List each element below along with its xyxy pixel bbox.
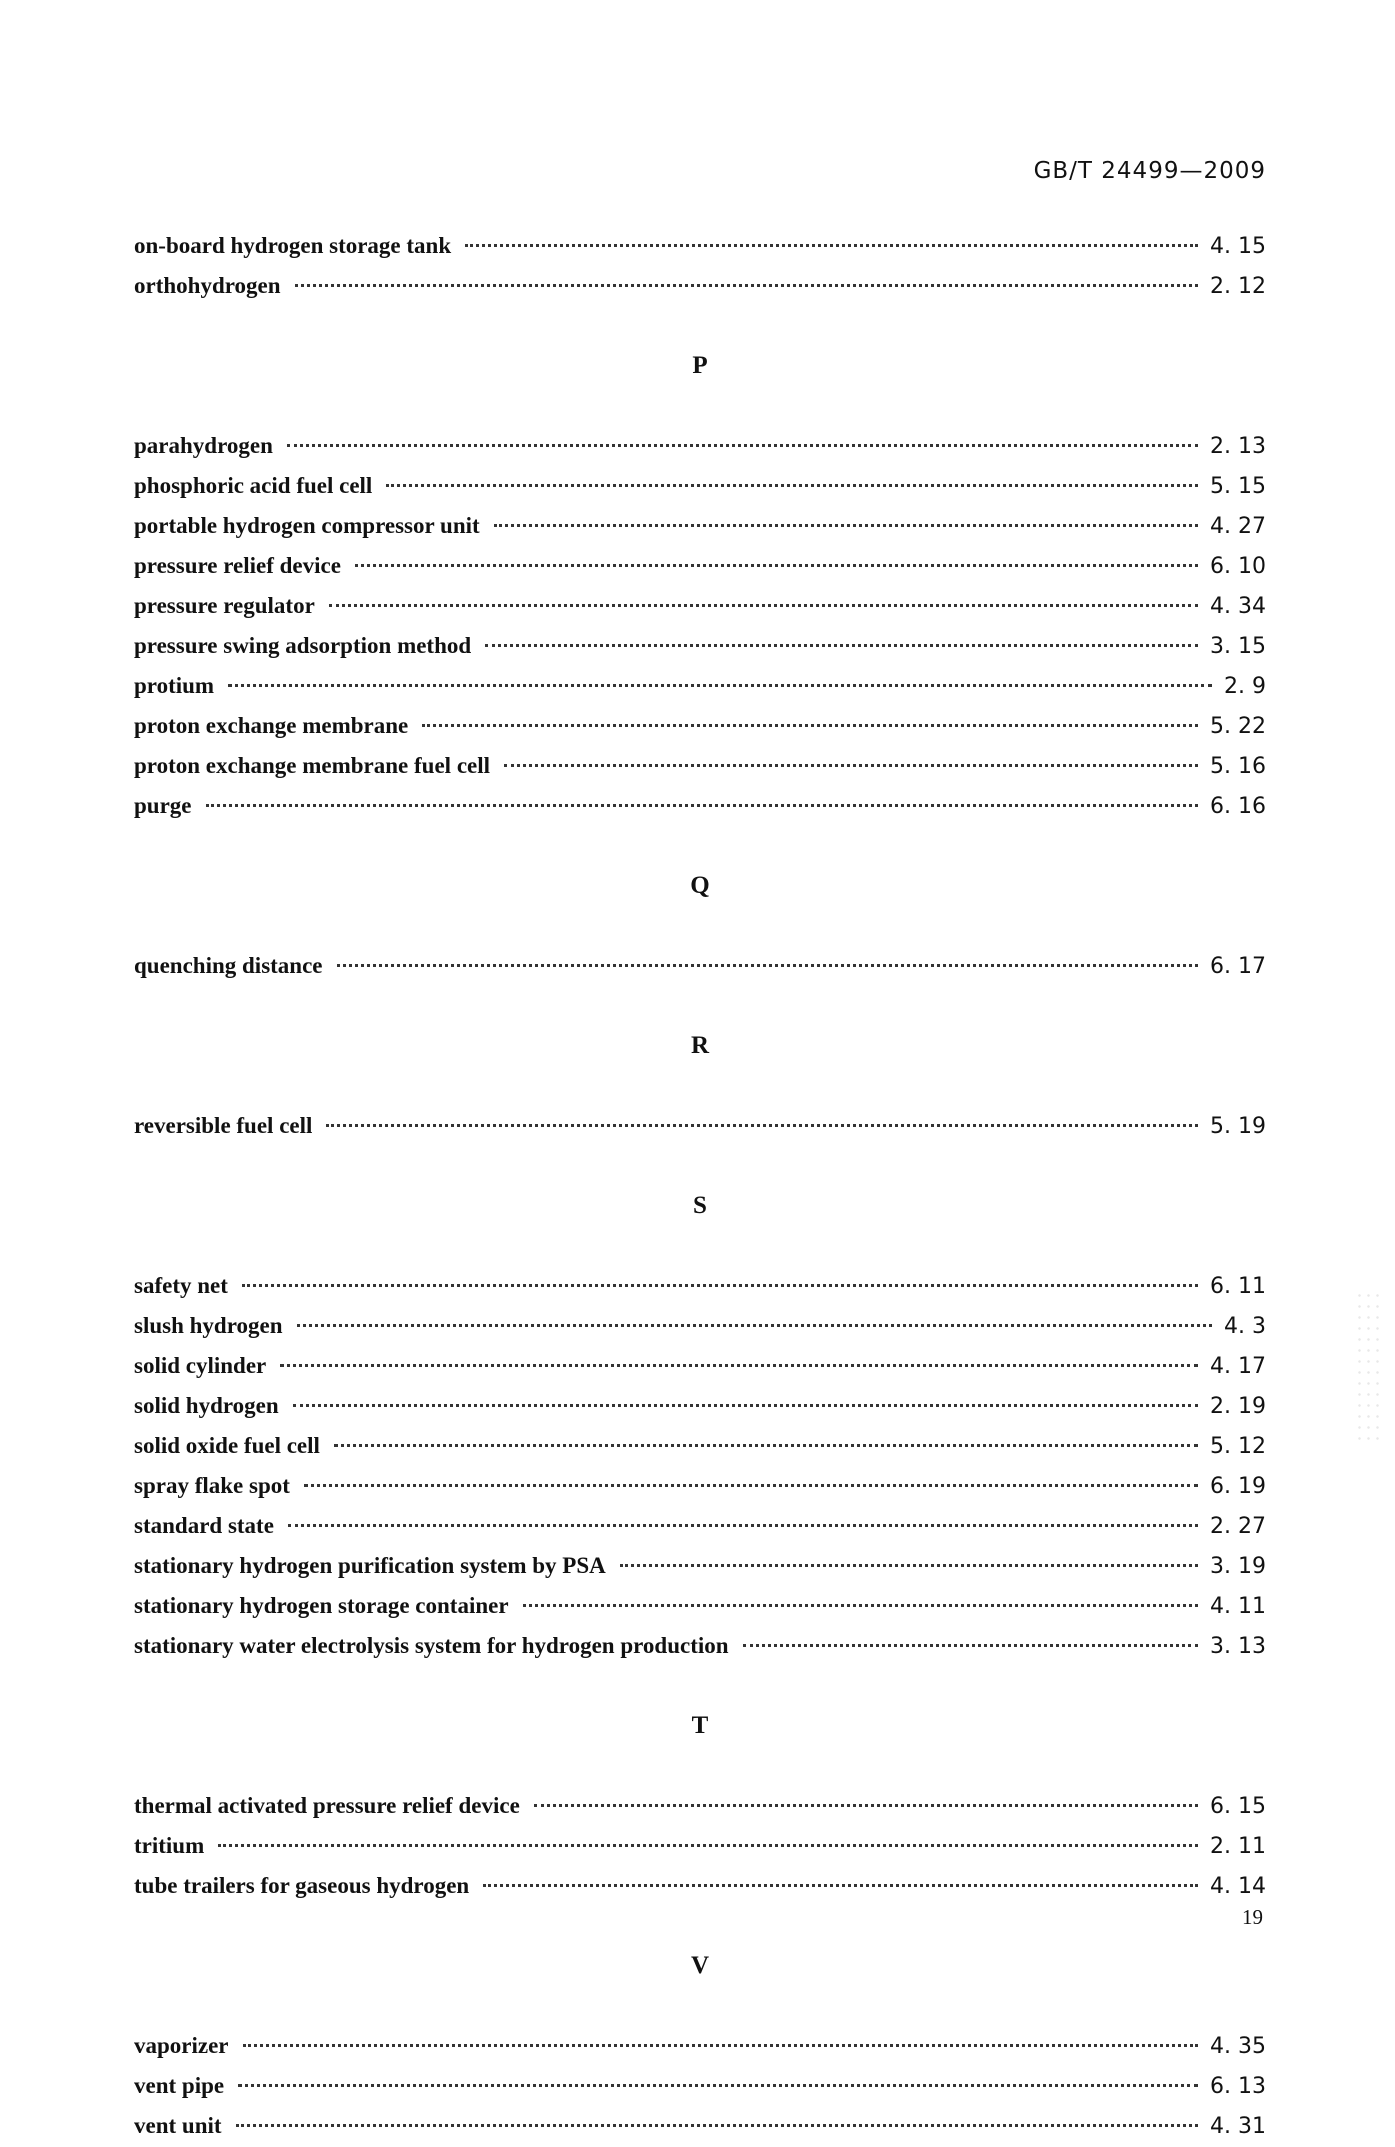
clause-reference: 5. 15 — [1210, 474, 1266, 499]
index-term: solid hydrogen — [134, 1393, 279, 1418]
index-entry — [134, 2026, 1266, 2066]
index-term: slush hydrogen — [134, 1313, 283, 1338]
clause-reference: 4. 11 — [1210, 1594, 1266, 1619]
section-letter-t: T — [691, 1712, 709, 1739]
index-term: tube trailers for gaseous hydrogen — [134, 1873, 470, 1898]
index-entry — [134, 1506, 1266, 1546]
index-term: reversible fuel cell — [134, 1113, 313, 1138]
clause-reference: 4. 17 — [1210, 1354, 1266, 1379]
index-entry — [134, 266, 1266, 306]
index-entry — [134, 1586, 1266, 1626]
dot-leader — [337, 964, 1199, 967]
clause-reference: 6. 15 — [1210, 1794, 1266, 1819]
index-entry — [134, 786, 1266, 826]
dot-leader — [743, 1644, 1198, 1647]
index-term: pressure relief device — [134, 553, 341, 578]
clause-reference: 4. 35 — [1210, 2034, 1266, 2059]
index-entry — [134, 1306, 1266, 1346]
clause-reference: 2. 12 — [1210, 274, 1266, 299]
dot-leader — [494, 524, 1198, 527]
index-entry — [134, 2066, 1266, 2106]
dot-leader — [242, 1284, 1198, 1287]
index-term: vent pipe — [134, 2073, 225, 2098]
clause-reference: 3. 19 — [1210, 1554, 1266, 1579]
dot-leader — [329, 604, 1198, 607]
index-entry — [134, 506, 1266, 546]
index-term: phosphoric acid fuel cell — [134, 473, 373, 498]
index-term: spray flake spot — [134, 1473, 290, 1498]
index-entry — [134, 666, 1266, 706]
index-term: protium — [134, 673, 215, 698]
dot-leader — [243, 2044, 1199, 2047]
index-term: proton exchange membrane fuel cell — [134, 753, 491, 778]
index-term: orthohydrogen — [134, 273, 281, 298]
dot-leader — [288, 1524, 1198, 1527]
dot-leader — [355, 564, 1198, 567]
index-entry — [134, 746, 1266, 786]
index-term: standard state — [134, 1513, 274, 1538]
index-term: portable hydrogen compressor unit — [134, 513, 480, 538]
index-term: parahydrogen — [134, 433, 273, 458]
section-letter-v: V — [690, 1952, 710, 1979]
index-term: stationary hydrogen purification system by PSA — [134, 1553, 606, 1578]
index-term: vaporizer — [134, 2033, 229, 2058]
term-index — [134, 226, 1266, 2146]
index-entry — [134, 586, 1266, 626]
dot-leader — [326, 1124, 1198, 1127]
dot-leader — [386, 484, 1198, 487]
dot-leader — [236, 2124, 1198, 2127]
index-entry — [134, 1626, 1266, 1666]
dot-leader — [297, 1324, 1213, 1327]
dot-leader — [422, 724, 1198, 727]
clause-reference: 6. 10 — [1210, 554, 1266, 579]
index-entry — [134, 946, 1266, 986]
dot-leader — [485, 644, 1198, 647]
index-entry — [134, 1426, 1266, 1466]
clause-reference: 4. 34 — [1210, 594, 1266, 619]
clause-reference: 2. 19 — [1210, 1394, 1266, 1419]
section-letter-s: S — [693, 1192, 707, 1219]
index-entry — [134, 1546, 1266, 1586]
index-term: purge — [134, 793, 192, 818]
index-entry — [134, 1786, 1266, 1826]
dot-leader — [620, 1564, 1198, 1567]
section-letter-r: R — [690, 1032, 710, 1059]
index-term: on-board hydrogen storage tank — [134, 233, 452, 258]
index-entry — [134, 226, 1266, 266]
index-entry — [134, 1826, 1266, 1866]
clause-reference: 2. 13 — [1210, 434, 1266, 459]
clause-reference: 2. 9 — [1224, 674, 1266, 699]
index-entry — [134, 1346, 1266, 1386]
index-term: pressure regulator — [134, 593, 315, 618]
index-entry — [134, 1106, 1266, 1146]
index-term: tritium — [134, 1833, 205, 1858]
index-entry — [134, 1266, 1266, 1306]
clause-reference: 4. 3 — [1224, 1314, 1266, 1339]
index-entry — [134, 426, 1266, 466]
index-entry — [134, 2106, 1266, 2146]
clause-reference: 6. 11 — [1210, 1274, 1266, 1299]
index-entry — [134, 546, 1266, 586]
dot-leader — [293, 1404, 1198, 1407]
index-entry — [134, 626, 1266, 666]
clause-reference: 4. 15 — [1210, 234, 1266, 259]
index-term: proton exchange membrane — [134, 713, 409, 738]
dot-leader — [238, 2084, 1198, 2087]
clause-reference: 4. 31 — [1210, 2114, 1266, 2139]
index-term: safety net — [134, 1273, 228, 1298]
index-entry — [134, 466, 1266, 506]
document-code: GB/T 24499—2009 — [1033, 158, 1266, 184]
clause-reference: 5. 12 — [1210, 1434, 1266, 1459]
dot-leader — [504, 764, 1198, 767]
clause-reference: 4. 14 — [1210, 1874, 1266, 1899]
index-term: pressure swing adsorption method — [134, 633, 472, 658]
clause-reference: 4. 27 — [1210, 514, 1266, 539]
clause-reference: 5. 19 — [1210, 1114, 1266, 1139]
index-term: solid oxide fuel cell — [134, 1433, 320, 1458]
page-number: 19 — [1242, 1905, 1263, 1929]
index-entry — [134, 1466, 1266, 1506]
section-letter-p: P — [692, 352, 708, 379]
index-term: solid cylinder — [134, 1353, 267, 1378]
dot-leader — [304, 1484, 1198, 1487]
dot-leader — [280, 1364, 1198, 1367]
clause-reference: 6. 19 — [1210, 1474, 1266, 1499]
index-entry — [134, 1866, 1266, 1906]
dot-leader — [534, 1804, 1198, 1807]
clause-reference: 2. 27 — [1210, 1514, 1266, 1539]
index-term: stationary hydrogen storage container — [134, 1593, 509, 1618]
dot-leader — [206, 804, 1199, 807]
dot-leader — [465, 244, 1198, 247]
index-term: thermal activated pressure relief device — [134, 1793, 520, 1818]
index-term: quenching distance — [134, 953, 323, 978]
scan-noise — [1355, 1290, 1385, 1440]
dot-leader — [295, 284, 1198, 287]
clause-reference: 6. 17 — [1210, 954, 1266, 979]
clause-reference: 2. 11 — [1210, 1834, 1266, 1859]
index-entry — [134, 1386, 1266, 1426]
index-entry — [134, 706, 1266, 746]
section-letter-q: Q — [690, 872, 710, 899]
clause-reference: 6. 13 — [1210, 2074, 1266, 2099]
dot-leader — [483, 1884, 1198, 1887]
dot-leader — [523, 1604, 1198, 1607]
dot-leader — [334, 1444, 1198, 1447]
dot-leader — [287, 444, 1198, 447]
clause-reference: 5. 22 — [1210, 714, 1266, 739]
clause-reference: 5. 16 — [1210, 754, 1266, 779]
clause-reference: 3. 13 — [1210, 1634, 1266, 1659]
dot-leader — [218, 1844, 1198, 1847]
clause-reference: 6. 16 — [1210, 794, 1266, 819]
index-term: stationary water electrolysis system for hydrogen production — [134, 1633, 729, 1658]
dot-leader — [228, 684, 1212, 687]
clause-reference: 3. 15 — [1210, 634, 1266, 659]
index-term: vent unit — [134, 2113, 222, 2138]
